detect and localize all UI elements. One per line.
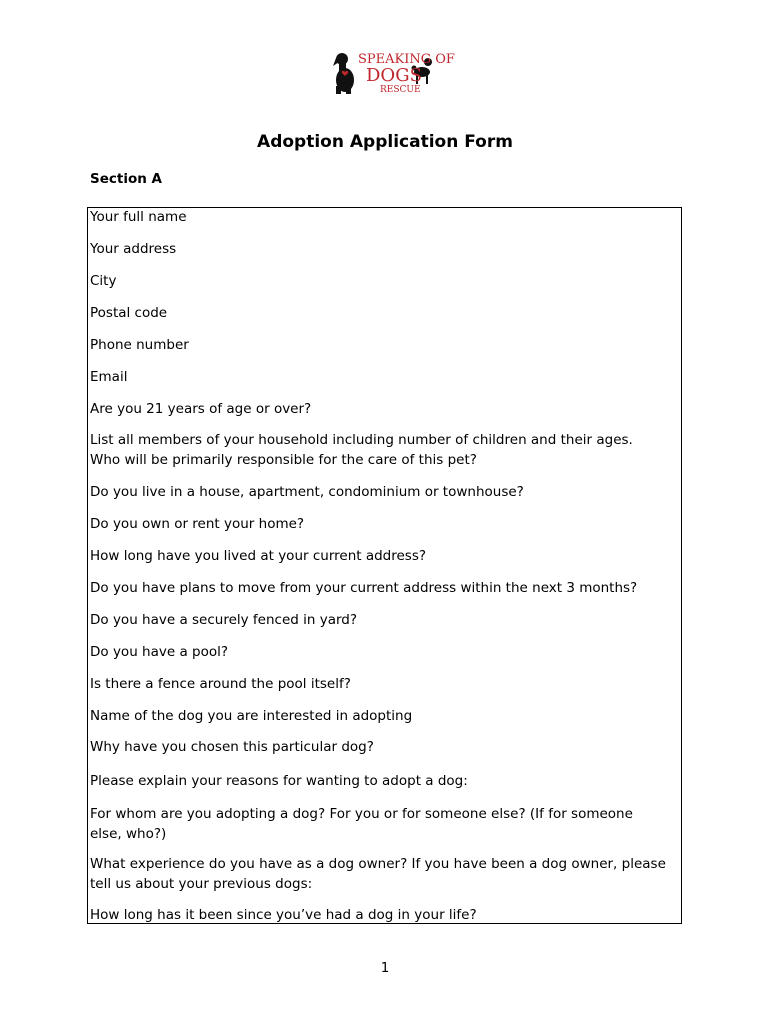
rescue-logo (330, 46, 455, 96)
question-own-or-rent: Do you own or rent your home? (90, 516, 305, 532)
question-email: Email (90, 369, 128, 385)
question-residence-type: Do you live in a house, apartment, condominium or townhouse? (90, 484, 524, 500)
question-city: City (90, 273, 117, 289)
section-label: Section A (90, 171, 162, 187)
question-postal-code: Postal code (90, 305, 168, 321)
question-pool: Do you have a pool? (90, 644, 229, 660)
question-household: List all members of your household including number of children and their ages. Who will be primarily responsible for the care of this pet? (90, 432, 633, 468)
question-full-name: Your full name (90, 209, 187, 225)
question-age: Are you 21 years of age or over? (90, 401, 312, 417)
question-moving-plans: Do you have plans to move from your current address within the next 3 months? (90, 580, 638, 596)
question-pool-fence: Is there a fence around the pool itself? (90, 676, 351, 692)
question-reasons: Please explain your reasons for wanting to adopt a dog: (90, 773, 468, 789)
question-address: Your address (90, 241, 177, 257)
question-why-this-dog: Why have you chosen this particular dog? (90, 739, 374, 755)
question-fenced-yard: Do you have a securely fenced in yard? (90, 612, 358, 628)
question-dog-name: Name of the dog you are interested in adopting (90, 708, 413, 724)
logo-line-1: SPEAKING OF (358, 52, 455, 67)
logo-line-2: DOGS (366, 65, 422, 86)
question-time-at-address: How long have you lived at your current address? (90, 548, 427, 564)
question-phone: Phone number (90, 337, 189, 353)
question-time-since-dog: How long has it been since you’ve had a dog in your life? (90, 907, 477, 923)
page-title: Adoption Application Form (257, 132, 513, 152)
page-number: 1 (380, 960, 390, 976)
logo-line-3: RESCUE (380, 85, 421, 95)
question-experience: What experience do you have as a dog owner? If you have been a dog owner, please tell us about your previous dogs: (90, 856, 666, 892)
question-for-whom: For whom are you adopting a dog? For you or for someone else? (If for someone else, who?) (90, 806, 633, 842)
